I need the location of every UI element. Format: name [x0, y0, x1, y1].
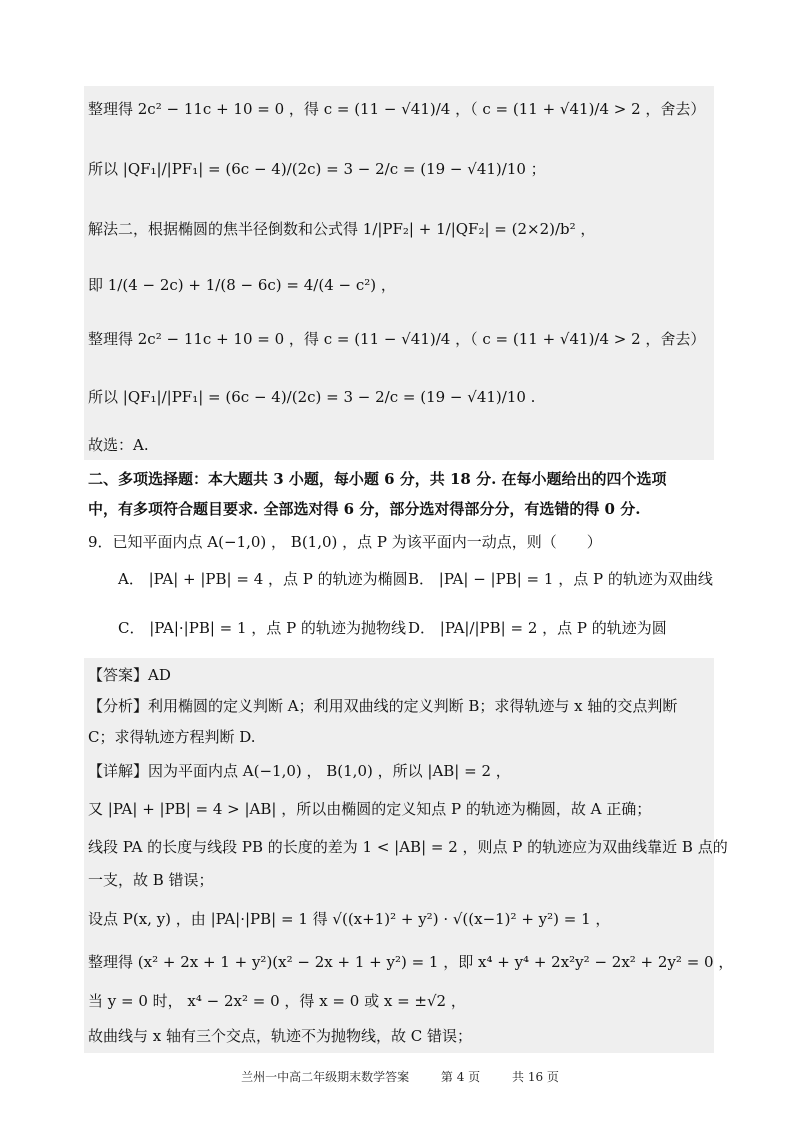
simplify-line-2: 整理得 2c² − 11c + 10 = 0 ，得 c = (11 − √41)/4 ，（ c = (11 + √41)/4 > 2 ，舍去）	[88, 330, 706, 348]
section2-header-line2: 中，有多项符合题目要求. 全部选对得 6 分，部分选对得部分分，有选错的得 0 分.	[88, 500, 641, 518]
detail-line-4: 一支，故 B 错误；	[88, 871, 214, 889]
ratio-line-2: 所以 |QF₁|/|PF₁| = (6c − 4)/(2c) = 3 − 2/c = (19 − √41)/10 .	[88, 388, 536, 406]
section2-header-line1: 二、多项选择题：本大题共 3 小题，每小题 6 分，共 18 分. 在每小题给出的四个选项	[88, 470, 667, 488]
choice-line: 故选：A.	[88, 436, 149, 454]
detail-line-8: 故曲线与 x 轴有三个交点，轨迹不为抛物线，故 C 错误；	[88, 1027, 473, 1045]
footer-page-total: 共 16 页	[512, 1070, 559, 1084]
detail-line-2: 又 |PA| + |PB| = 4 > |AB| ，所以由椭圆的定义知点 P 的轨迹为椭圆，故 A 正确；	[88, 800, 652, 818]
method2-equation: 即 1/(4 − 2c) + 1/(8 − 6c) = 4/(4 − c²) ，	[88, 276, 396, 294]
question9-option-b: B． |PA| − |PB| = 1 ，点 P 的轨迹为双曲线	[408, 570, 713, 588]
answer-label: 【答案】AD	[88, 666, 171, 684]
analysis-line-2: C；求得轨迹方程判断 D.	[88, 728, 256, 746]
simplify-line-1: 整理得 2c² − 11c + 10 = 0 ，得 c = (11 − √41)/4 ，（ c = (11 + √41)/4 > 2 ，舍去）	[88, 100, 706, 118]
question9-option-a: A． |PA| + |PB| = 4 ，点 P 的轨迹为椭圆	[118, 570, 408, 588]
method2-intro: 解法二，根据椭圆的焦半径倒数和公式得 1/|PF₂| + 1/|QF₂| = (2×2)/b² ，	[88, 220, 596, 238]
question9-stem: 9．已知平面内点 A(−1,0) ， B(1,0) ，点 P 为该平面内一动点，则（ ）	[88, 533, 602, 551]
detail-line-5: 设点 P(x, y) ，由 |PA|·|PB| = 1 得 √((x+1)² + y²) · √((x−1)² + y²) = 1 ，	[88, 910, 611, 928]
ratio-line-1: 所以 |QF₁|/|PF₁| = (6c − 4)/(2c) = 3 − 2/c = (19 − √41)/10 ；	[88, 160, 546, 178]
analysis-line-1: 【分析】利用椭圆的定义判断 A；利用双曲线的定义判断 B；求得轨迹与 x 轴的交点判断	[88, 697, 678, 715]
detail-line-3: 线段 PA 的长度与线段 PB 的长度的差为 1 < |AB| = 2 ，则点 P 的轨迹应为双曲线靠近 B 点的	[88, 838, 728, 856]
detail-line-1: 【详解】因为平面内点 A(−1,0) ， B(1,0) ，所以 |AB| = 2 ，	[88, 762, 511, 780]
question9-option-c: C． |PA|·|PB| = 1 ，点 P 的轨迹为抛物线	[118, 619, 406, 637]
footer-page-number: 第 4 页	[440, 1070, 481, 1084]
detail-line-7: 当 y = 0 时， x⁴ − 2x² = 0 ，得 x = 0 或 x = ±√2 ，	[88, 992, 466, 1010]
page-footer	[0, 1068, 800, 1085]
detail-line-6: 整理得 (x² + 2x + 1 + y²)(x² − 2x + 1 + y²) = 1 ，即 x⁴ + y⁴ + 2x²y² − 2x² + 2y² = 0 ，	[88, 953, 734, 971]
question9-option-d: D． |PA|/|PB| = 2 ，点 P 的轨迹为圆	[408, 619, 667, 637]
footer-source: 兰州一中高二年级期末数学答案	[241, 1070, 410, 1084]
